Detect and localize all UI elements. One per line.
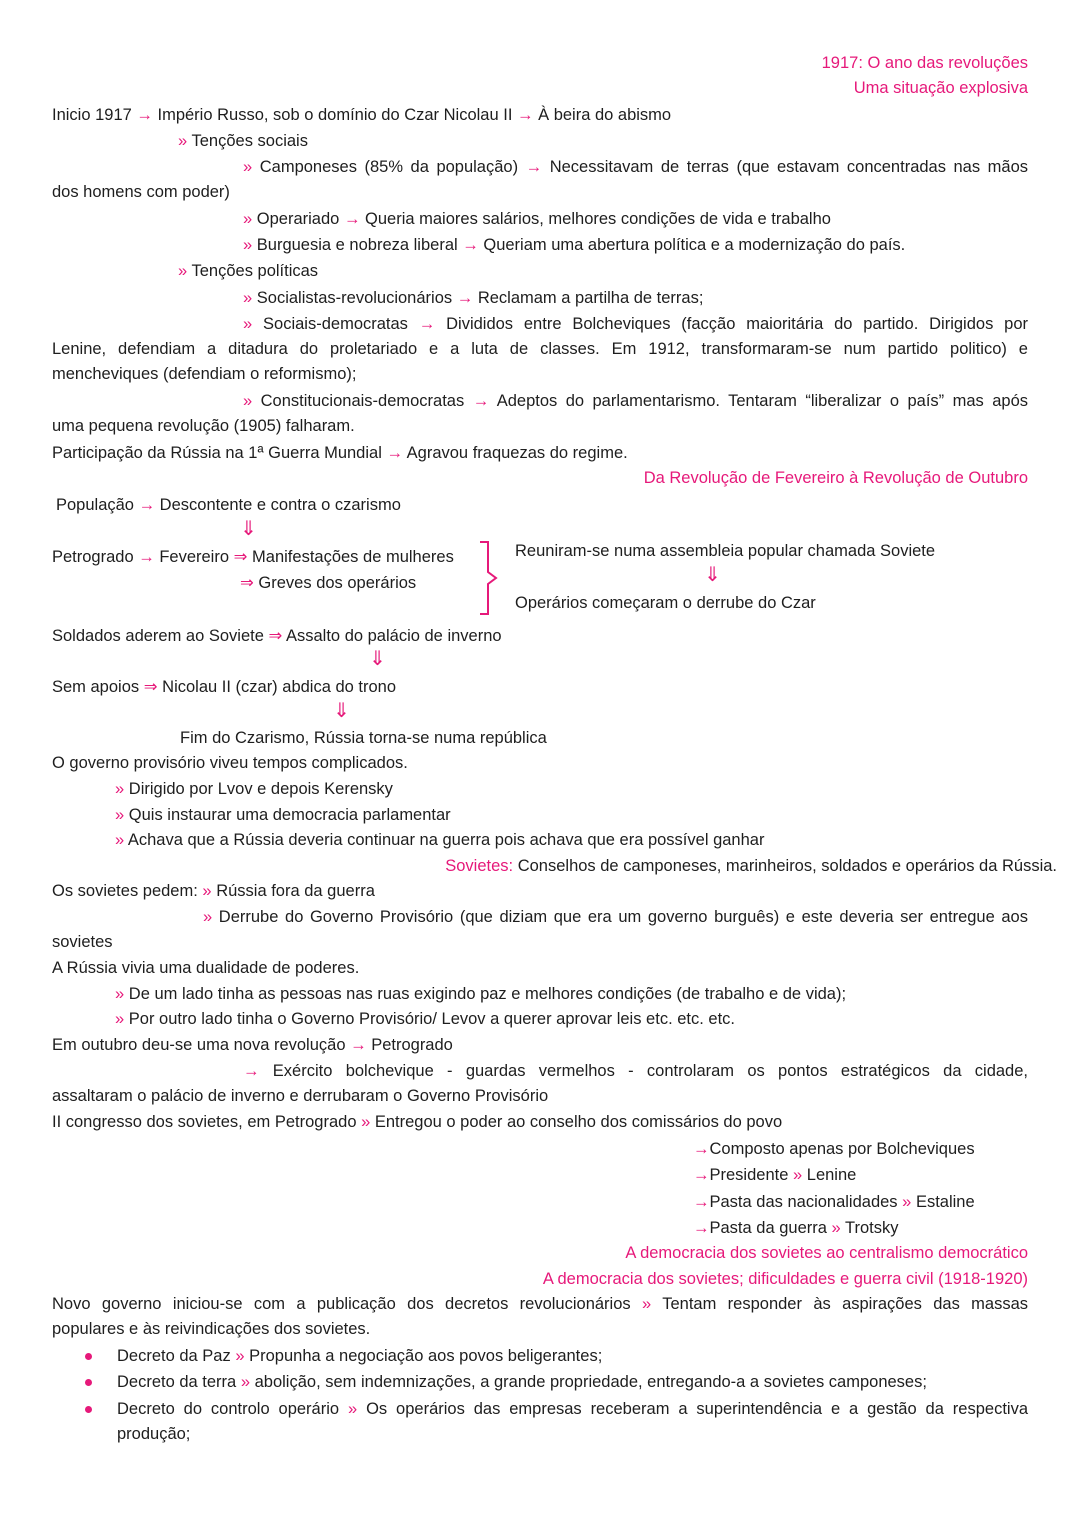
chevron-icon: » <box>642 1295 652 1313</box>
chevron-icon: » <box>347 1400 358 1418</box>
chevron-icon: » <box>243 236 253 254</box>
council-composition: →Composto apenas por Bolcheviques <box>693 1140 975 1158</box>
political-tensions: » Tenções políticas <box>178 262 319 280</box>
arrow-right-icon: → <box>693 1193 710 1211</box>
arrow-right-icon: → <box>136 106 153 124</box>
section-heading-revolutions: Da Revolução de Fevereiro à Revolução de Outubro <box>643 469 1028 487</box>
chevron-icon: » <box>831 1219 841 1237</box>
dual-point-1: » De um lado tinha as pessoas nas ruas exigindo paz e melhores condições (de trabalho e de vida); <box>115 985 847 1003</box>
arrow-right-icon: → <box>693 1140 710 1158</box>
section-heading-civil-war: A democracia dos sovietes; dificuldades e guerra civil (1918-1920) <box>542 1270 1028 1288</box>
council-nationalities: →Pasta das nacionalidades » Estaline <box>693 1193 975 1211</box>
constitutional-democrats-cont: uma pequena revolução (1905) falharam. <box>52 417 355 435</box>
page-title: 1917: O ano das revoluções <box>821 54 1028 72</box>
down-arrow-icon: ⇓ <box>704 564 721 586</box>
dual-point-2: » Por outro lado tinha o Governo Provisório/ Levov a querer aprovar leis etc. etc. etc. <box>115 1010 736 1028</box>
social-democrats-cont: Lenine, defendiam a ditadura do proletariado e a luta de classes. Em 1912, transformaram-se num partido politico) e <box>52 340 1028 358</box>
chevron-icon: » <box>243 158 253 176</box>
down-arrow-icon: ⇓ <box>240 518 257 540</box>
page-subtitle: Uma situação explosiva <box>853 79 1028 97</box>
chevron-icon: » <box>202 882 212 900</box>
overthrow-demand-line: » Derrube do Governo Provisório (que diziam que era um governo burguês) e este deveria ser entregue aos <box>203 908 1028 926</box>
arrow-right-icon: → <box>343 210 361 228</box>
bullet-icon <box>85 1353 92 1360</box>
dual-power-line: A Rússia vivia uma dualidade de poderes. <box>52 959 360 977</box>
down-arrow-icon: ⇓ <box>333 700 350 722</box>
chevron-icon: » <box>115 985 125 1003</box>
arrow-right-icon: → <box>462 236 479 254</box>
gov-point-2: » Quis instaurar uma democracia parlamentar <box>115 806 451 824</box>
arrow-right-icon: → <box>386 444 403 462</box>
social-democrats-line: » Sociais-democratas → Divididos entre Bolcheviques (facção maioritária do partido. Dirigidos por <box>243 315 1028 333</box>
arrow-right-icon: → <box>418 315 436 333</box>
double-arrow-icon: ⇒ <box>143 678 158 696</box>
arrow-right-icon: → <box>472 392 490 410</box>
population-line: População → Descontente e contra o czarismo <box>56 496 401 514</box>
war-participation-line: Participação da Rússia na 1ª Guerra Mundial → Agravou fraquezas do regime. <box>52 444 628 462</box>
end-czarism-line: Fim do Czarismo, Rússia torna-se numa república <box>180 729 547 747</box>
chevron-icon: » <box>203 908 213 926</box>
section-heading-centralism: A democracia dos sovietes ao centralismo democrático <box>625 1244 1028 1262</box>
bullet-icon <box>85 1406 92 1413</box>
chevron-icon: » <box>115 831 125 849</box>
no-support-line: Sem apoios ⇒ Nicolau II (czar) abdica do trono <box>52 678 397 696</box>
arrow-right-icon: → <box>138 548 155 566</box>
council-war: →Pasta da guerra » Trotsky <box>693 1219 899 1237</box>
bolshevik-army-cont: assaltaram o palácio de inverno e derrubaram o Governo Provisório <box>52 1087 549 1105</box>
double-arrow-icon: ⇒ <box>240 574 254 592</box>
chevron-icon: » <box>178 262 188 280</box>
petrograd-line: Petrogrado → Fevereiro ⇒ Manifestações de mulheres <box>52 548 454 566</box>
chevron-icon: » <box>902 1193 912 1211</box>
arrow-right-icon: → <box>517 106 534 124</box>
chevron-icon: » <box>243 392 253 410</box>
chevron-icon: » <box>243 210 253 228</box>
chevron-icon: » <box>115 780 125 798</box>
overthrow-demand-cont: sovietes <box>52 933 113 951</box>
decree-workers-control: Decreto do controlo operário » Os operários das empresas receberam a superintendência e a gestão da respectiva <box>117 1400 1029 1418</box>
soviets-demand-line: Os sovietes pedem: » Rússia fora da guerra <box>52 882 375 900</box>
decree-peace: Decreto da Paz » Propunha a negociação aos povos beligerantes; <box>117 1347 603 1365</box>
chevron-icon: » <box>243 289 253 307</box>
decree-workers-control-cont: produção; <box>117 1425 191 1443</box>
gov-point-1: » Dirigido por Lvov e depois Kerensky <box>115 780 393 798</box>
arrow-right-icon: → <box>350 1036 367 1054</box>
new-government-cont: populares e às reivindicações dos sovietes. <box>52 1320 371 1338</box>
arrow-right-icon: → <box>456 289 474 307</box>
down-arrow-icon: ⇓ <box>369 648 386 670</box>
strikes-line: ⇒ Greves dos operários <box>240 574 417 592</box>
double-arrow-icon: ⇒ <box>268 627 283 645</box>
peasants-line: » Camponeses (85% da população) → Necessitavam de terras (que estavam concentradas nas mãos <box>243 158 1028 176</box>
soviets-definition: Sovietes: Conselhos de camponeses, marinheiros, soldados e operários da Rússia. <box>445 857 1057 875</box>
provisional-gov-line: O governo provisório viveu tempos complicados. <box>52 754 408 772</box>
chevron-icon: » <box>178 132 188 150</box>
arrow-right-icon: → <box>243 1062 260 1080</box>
october-line: Em outubro deu-se uma nova revolução → Petrogrado <box>52 1036 453 1054</box>
gov-point-3: » Achava que a Rússia deveria continuar na guerra pois achava que era possível ganhar <box>115 831 765 849</box>
intro-line: Inicio 1917 → Império Russo, sob o domínio do Czar Nicolau II → À beira do abismo <box>52 106 672 124</box>
arrow-right-icon: → <box>693 1219 710 1237</box>
chevron-icon: » <box>243 315 253 333</box>
double-arrow-icon: ⇒ <box>233 548 248 566</box>
soldiers-line: Soldados aderem ao Soviete ⇒ Assalto do palácio de inverno <box>52 627 502 645</box>
soviet-assembly-line: Reuniram-se numa assembleia popular chamada Soviete <box>515 542 936 560</box>
new-government-line: Novo governo iniciou-se com a publicação dos decretos revolucionários » Tentam responder às aspirações das massas <box>52 1295 1028 1313</box>
bolshevik-army-line: → Exército bolchevique - guardas vermelhos - controlaram os pontos estratégicos da cidade, <box>243 1062 1028 1080</box>
decree-land: Decreto da terra » abolição, sem indemnizações, a grande propriedade, entregando-a a sovietes camponeses; <box>117 1373 927 1391</box>
workers-overthrow-line: Operários começaram o derrube do Czar <box>515 594 816 612</box>
bullet-icon <box>85 1379 92 1386</box>
chevron-icon: » <box>115 1010 125 1028</box>
arrow-right-icon: → <box>693 1166 710 1184</box>
congress-line: II congresso dos sovietes, em Petrogrado » Entregou o poder ao conselho dos comissários do povo <box>52 1113 783 1131</box>
brace-icon <box>476 540 506 616</box>
social-democrats-cont2: mencheviques (defendiam o reformismo); <box>52 365 357 383</box>
chevron-icon: » <box>235 1347 245 1365</box>
arrow-right-icon: → <box>138 496 156 514</box>
chevron-icon: » <box>361 1113 371 1131</box>
socialists-line: » Socialistas-revolucionários → Reclamam a partilha de terras; <box>243 289 704 307</box>
bourgeoisie-line: » Burguesia e nobreza liberal → Queriam uma abertura política e a modernização do país. <box>243 236 906 254</box>
chevron-icon: » <box>115 806 125 824</box>
chevron-icon: » <box>792 1166 803 1184</box>
council-president: →Presidente » Lenine <box>693 1166 857 1184</box>
social-tensions: » Tenções sociais <box>178 132 308 150</box>
peasants-cont: dos homens com poder) <box>52 183 230 201</box>
chevron-icon: » <box>240 1373 251 1391</box>
workers-line: » Operariado → Queria maiores salários, melhores condições de vida e trabalho <box>243 210 831 228</box>
constitutional-democrats-line: » Constitucionais-democratas → Adeptos do parlamentarismo. Tentaram “liberalizar o país” mas após <box>243 392 1028 410</box>
arrow-right-icon: → <box>525 158 543 176</box>
